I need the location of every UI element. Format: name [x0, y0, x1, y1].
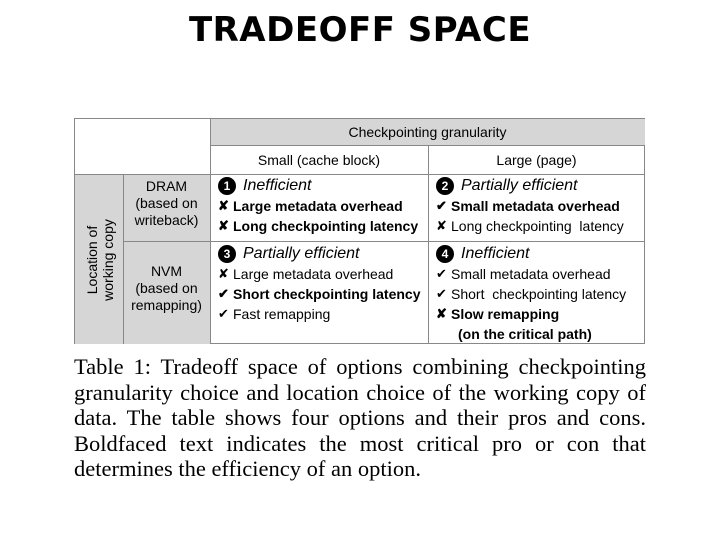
option-number-badge: 3 [218, 245, 236, 263]
check-mark-icon: ✔ [218, 286, 229, 301]
list-item [218, 196, 418, 216]
item-text: Long checkpointing latency [451, 218, 624, 234]
item-text: Slow remapping [451, 306, 560, 322]
list-item [436, 196, 624, 216]
option-number-badge: 4 [436, 245, 454, 263]
slide-title: TRADEOFF SPACE [188, 10, 532, 50]
item-text: Short checkpointing latency [233, 286, 421, 302]
row-label-line: DRAM [145, 178, 188, 194]
list-item [436, 304, 626, 324]
row-label-nvm [123, 263, 210, 314]
option-cell-3 [218, 244, 420, 324]
option-title [436, 176, 624, 196]
row-group-label [77, 177, 122, 343]
option-title [436, 244, 626, 264]
row-label-line: (based on [135, 280, 198, 296]
col-group-header: Checkpointing granularity [348, 124, 507, 140]
row-label-line: remapping) [131, 297, 202, 313]
item-text: Long checkpointing latency [233, 218, 419, 234]
option-cell-4 [436, 244, 626, 344]
cross-mark-icon: ✘ [218, 218, 229, 233]
item-text: Large metadata overhead [233, 266, 394, 282]
cross-mark-icon: ✘ [436, 218, 447, 233]
list-item [436, 324, 626, 344]
list-item [218, 264, 420, 284]
cross-mark-icon: ✘ [218, 266, 229, 281]
option-title-text: Inefficient [461, 245, 530, 262]
list-item [436, 216, 624, 236]
item-text: Fast remapping [233, 306, 331, 322]
cross-mark-icon: ✘ [436, 306, 447, 321]
option-title-text: Partially efficient [243, 245, 360, 262]
option-title-text: Partially efficient [461, 177, 578, 194]
check-mark-icon: ✔ [436, 286, 447, 301]
list-item [218, 304, 420, 324]
row-label-line: writeback) [134, 212, 199, 228]
row-group-label-line: working copy [99, 219, 116, 301]
col-header-large: Large (page) [496, 151, 577, 168]
option-title [218, 244, 420, 264]
option-number-badge: 2 [436, 177, 454, 195]
list-item [436, 284, 626, 304]
cross-mark-icon: ✘ [218, 198, 229, 213]
item-text: Small metadata overhead [451, 266, 611, 282]
check-mark-icon: ✔ [436, 198, 447, 213]
item-text: Large metadata overhead [233, 198, 403, 214]
row-label-dram [123, 178, 210, 229]
item-text: Short checkpointing latency [451, 286, 627, 302]
grid-line [123, 241, 645, 242]
list-item [218, 216, 418, 236]
row-label-line: (based on [135, 195, 198, 211]
check-mark-icon: ✔ [436, 266, 447, 281]
option-title-text: Inefficient [243, 177, 312, 194]
col-header-small: Small (cache block) [257, 151, 381, 168]
option-number-badge: 1 [218, 177, 236, 195]
item-text: (on the critical path) [458, 326, 592, 342]
option-cell-2 [436, 176, 624, 236]
list-item [218, 284, 420, 304]
option-cell-1 [218, 176, 418, 236]
row-group-label-line: Location of [83, 225, 100, 295]
check-mark-icon: ✔ [218, 306, 229, 321]
option-title [218, 176, 418, 196]
row-label-line: NVM [150, 263, 183, 279]
grid-line [75, 174, 645, 175]
list-item [436, 264, 626, 284]
item-text: Small metadata overhead [451, 198, 620, 214]
tradeoff-table [74, 118, 645, 344]
table-caption: Table 1: Tradeoff space of options combining checkpointing granularity choice and location choice of the working copy of data. The table shows four options and their pros and cons. Boldfaced text indicates the most critical pro or con that determines the efficiency of an option. [74, 354, 646, 481]
